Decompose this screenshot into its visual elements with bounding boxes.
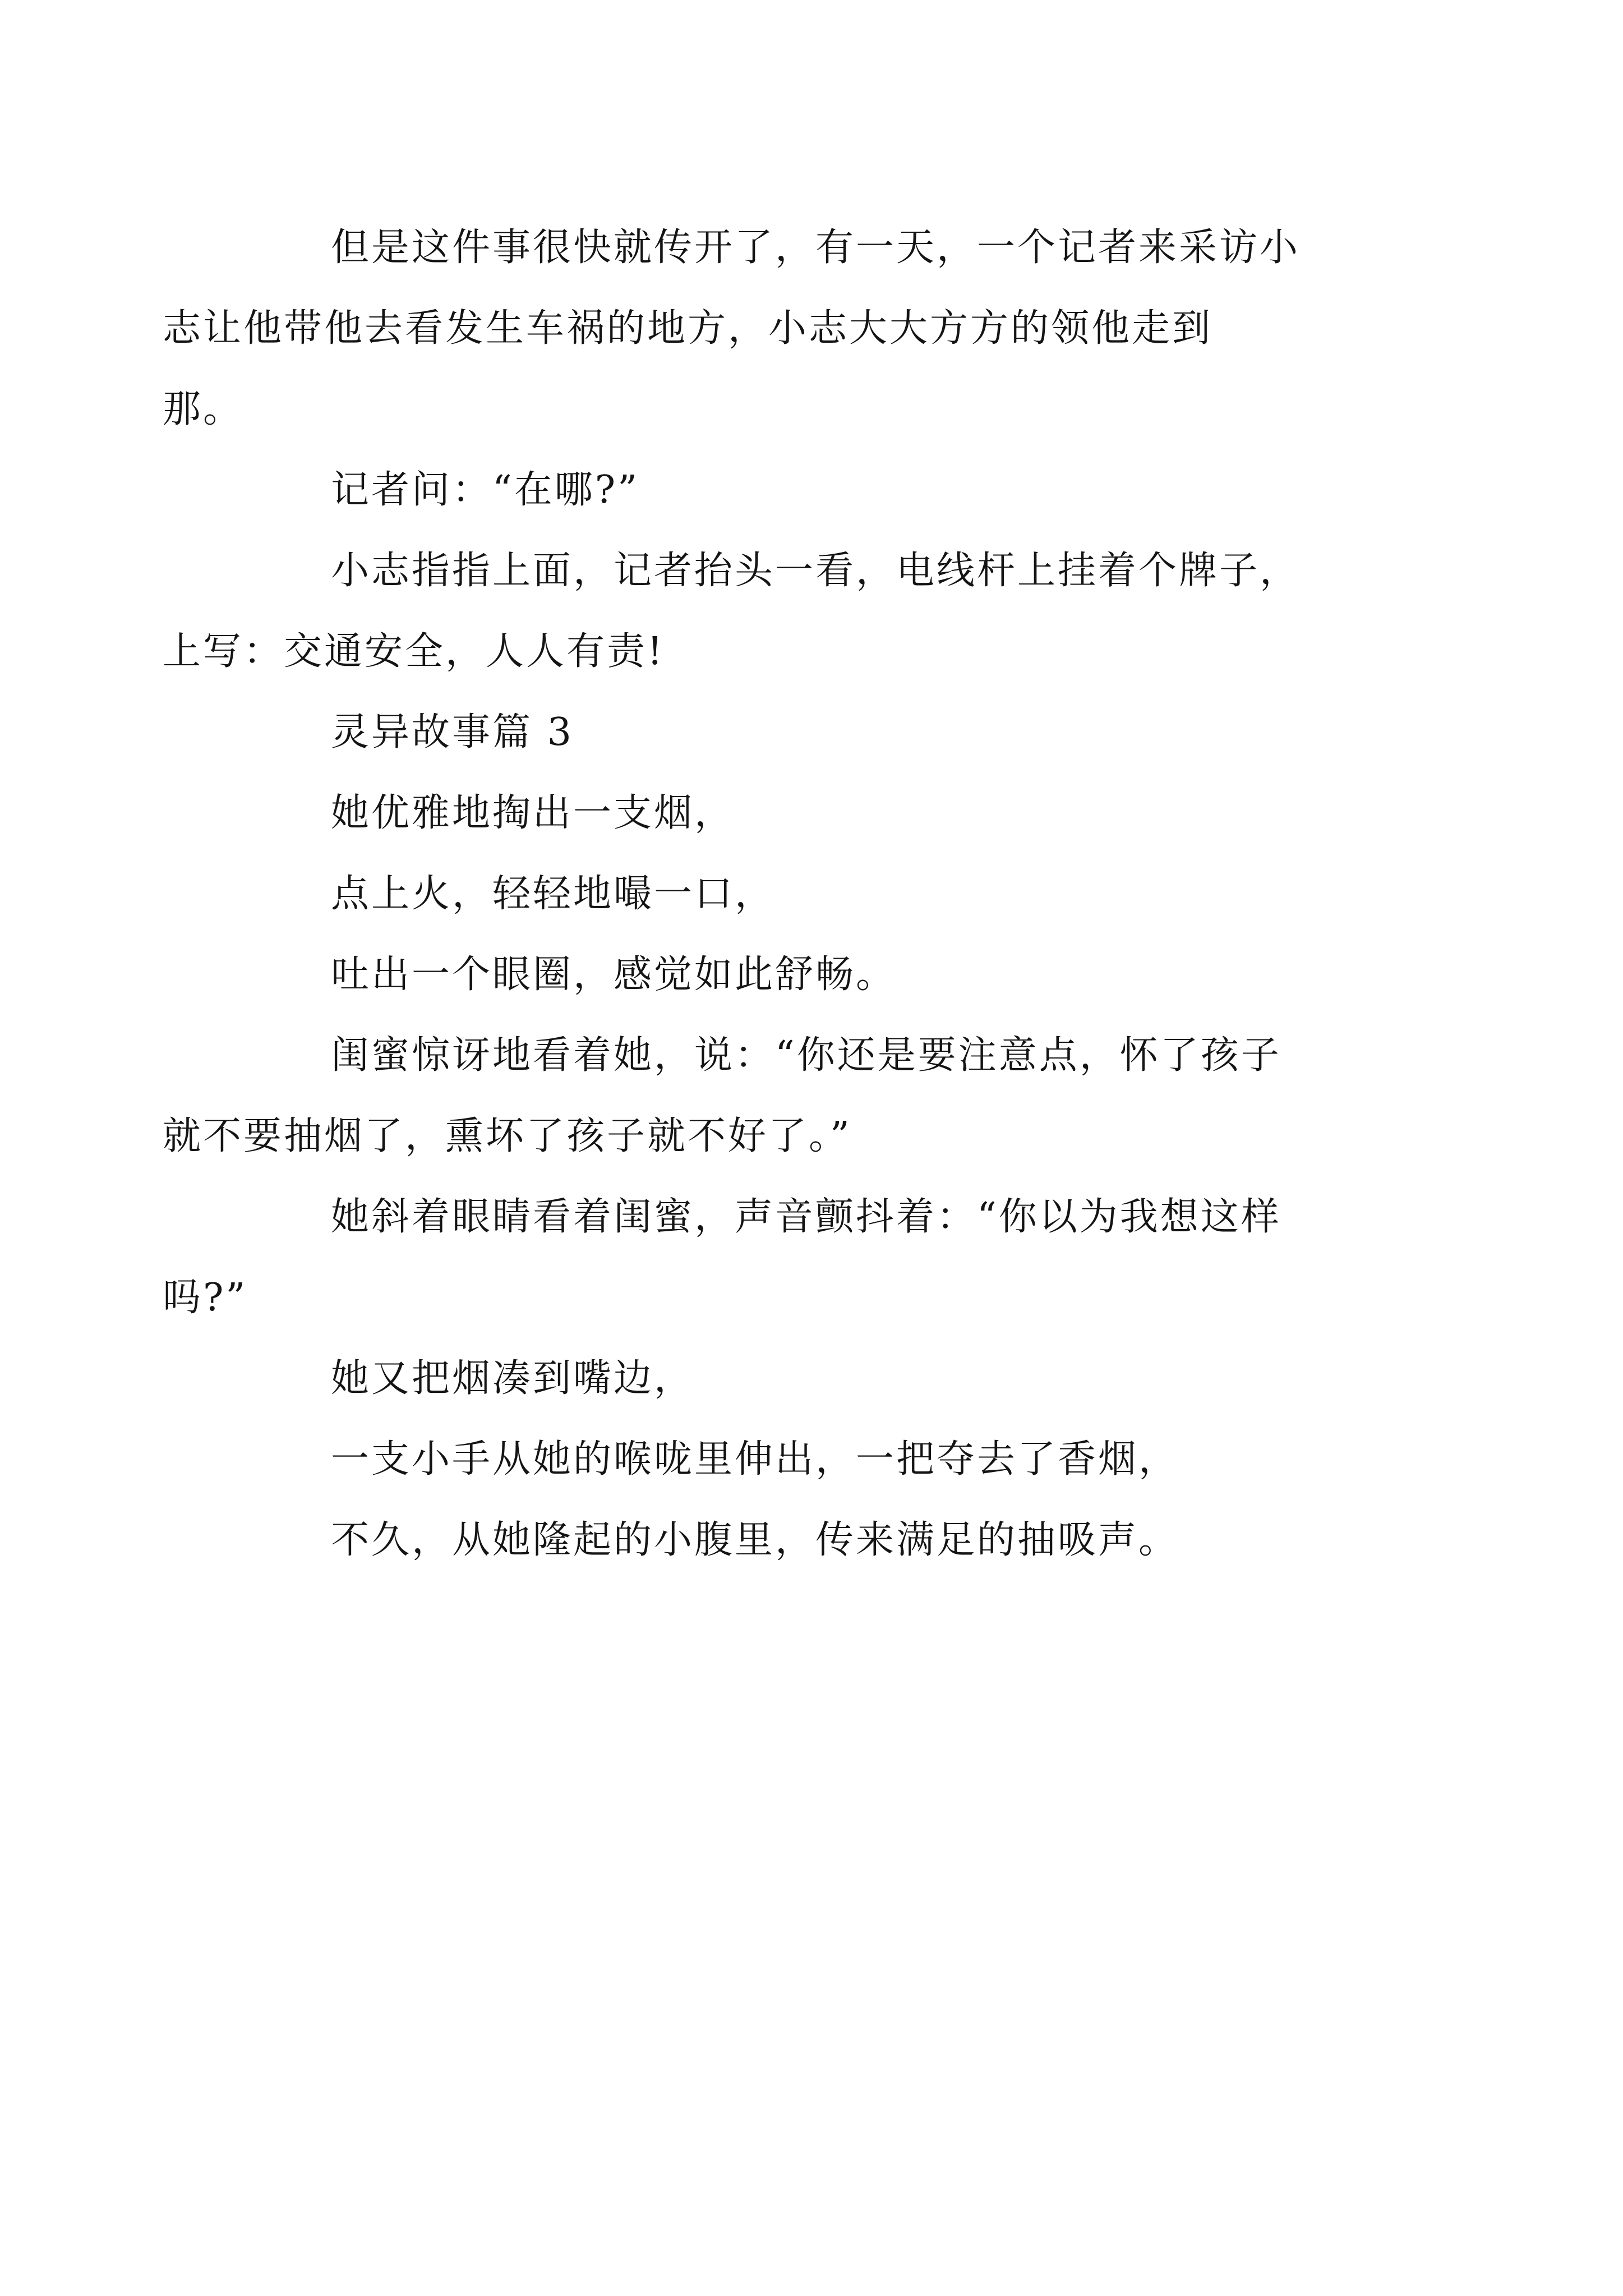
text-line: 吗?” [163, 1276, 248, 1320]
paragraph [163, 1015, 1402, 1177]
text-line: 她斜着眼睛看着闺蜜，声音颤抖着：“你以为我想这样 [331, 1195, 1281, 1239]
text-line: 一支小手从她的喉咙里伸出，一把夺去了香烟， [331, 1437, 1179, 1481]
text-line: 就不要抽烟了，熏坏了孩子就不好了。” [163, 1114, 852, 1158]
text-line: 点上火，轻轻地嘬一口， [331, 872, 776, 916]
paragraph [163, 531, 1402, 692]
paragraph [247, 935, 1402, 1015]
text-line: 那。 [163, 387, 244, 431]
text-line: 闺蜜惊讶地看着她，说：“你还是要注意点，怀了孩子 [331, 1033, 1281, 1078]
paragraph [163, 208, 1402, 450]
paragraph [247, 1419, 1402, 1500]
paragraph [247, 450, 1402, 531]
text-line: 上写：交通安全，人人有责! [163, 629, 665, 674]
text-line: 不久，从她隆起的小腹里，传来满足的抽吸声。 [331, 1518, 1179, 1562]
text-line: 但是这件事很快就传开了，有一天，一个记者来采访小 [331, 226, 1301, 270]
paragraph [247, 854, 1402, 935]
text-line: 她优雅地掏出一支烟， [331, 791, 735, 835]
paragraph [163, 1177, 1402, 1338]
paragraph [247, 1338, 1402, 1419]
text-line: 记者问：“在哪?” [331, 468, 639, 512]
text-line: 志让他带他去看发生车祸的地方，小志大大方方的领他走到 [163, 306, 1213, 351]
document-body [163, 208, 1402, 1581]
paragraph [247, 1500, 1402, 1581]
text-line: 小志指指上面，记者抬头一看，电线杆上挂着个牌子， [331, 549, 1301, 593]
text-line: 灵异故事篇 3 [331, 710, 574, 754]
paragraph [247, 773, 1402, 854]
text-line: 她又把烟凑到嘴边， [331, 1356, 695, 1401]
section-heading [247, 692, 1402, 773]
text-line: 吐出一个眼圈，感觉如此舒畅。 [331, 953, 897, 997]
